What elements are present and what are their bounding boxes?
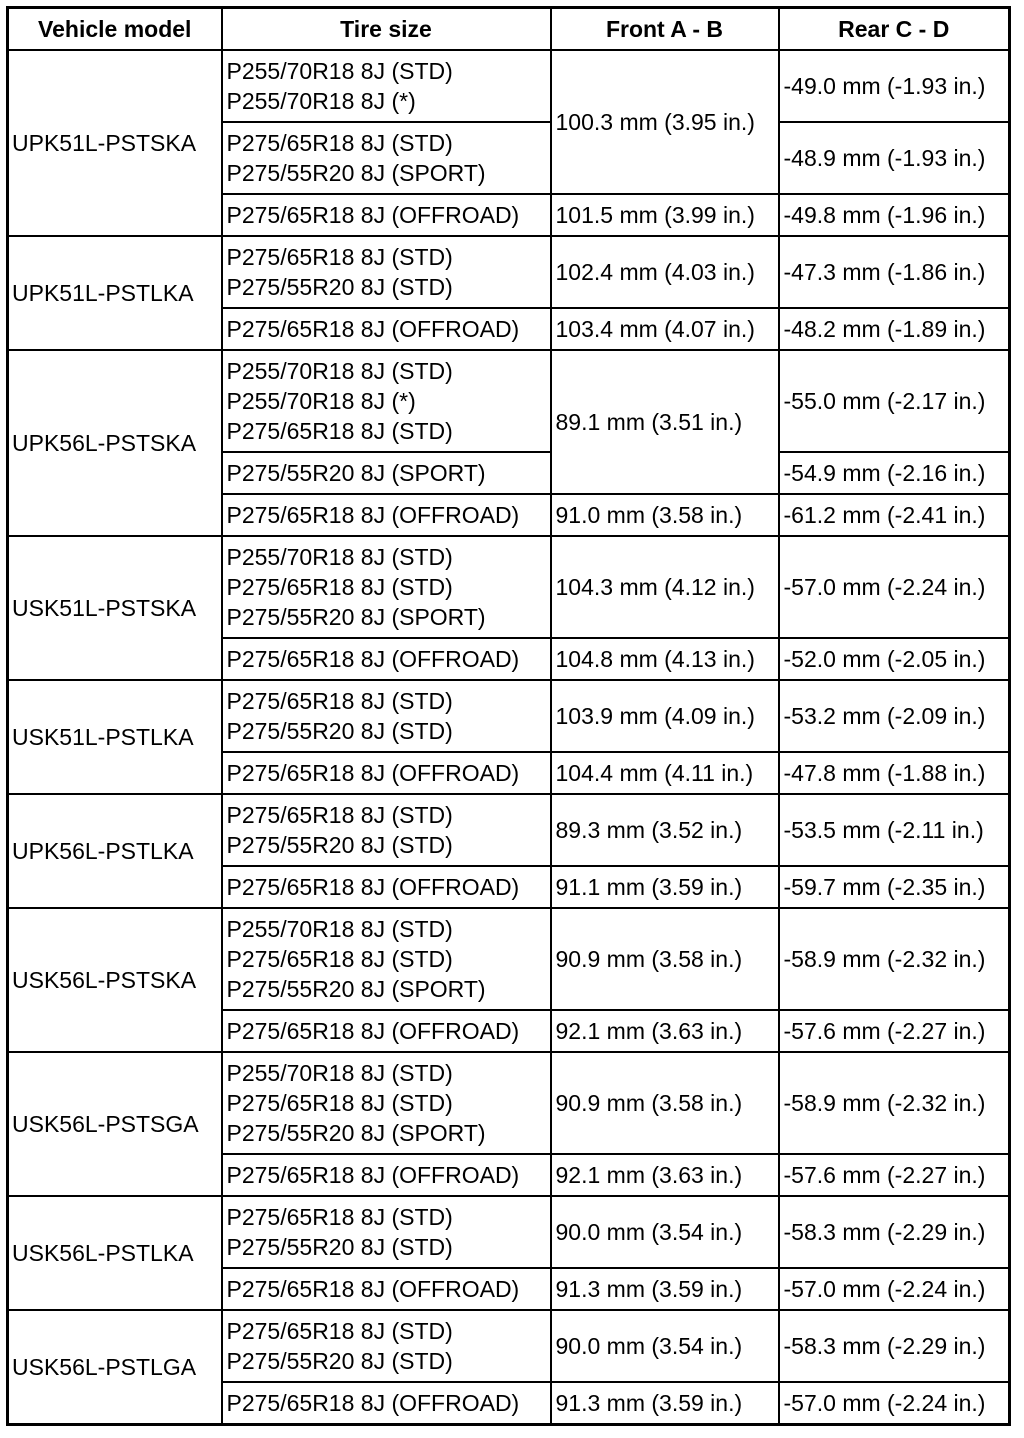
front-a-b-cell: 89.1 mm (3.51 in.)	[551, 350, 779, 494]
tire-size-cell	[222, 794, 551, 866]
front-a-b-cell: 91.3 mm (3.59 in.)	[551, 1268, 779, 1310]
rear-c-d-cell: -48.2 mm (-1.89 in.)	[779, 308, 1010, 350]
tire-size-line: P275/65R18 8J (STD)	[226, 688, 453, 714]
header-vehicle-model: Vehicle model	[8, 8, 222, 51]
header-rear: Rear C - D	[779, 8, 1010, 51]
tire-size-line: P275/65R18 8J (OFFROAD)	[226, 502, 520, 528]
rear-c-d-cell: -58.9 mm (-2.32 in.)	[779, 1052, 1010, 1154]
tire-size-line: P275/65R18 8J (STD)	[226, 244, 453, 270]
tire-size-line: P255/70R18 8J (*)	[226, 88, 416, 114]
tire-size-cell	[222, 1196, 551, 1268]
tire-size-cell	[222, 122, 551, 194]
tire-size-line: P255/70R18 8J (STD)	[226, 916, 453, 942]
tire-size-line: P275/65R18 8J (STD)	[226, 802, 453, 828]
front-a-b-cell: 101.5 mm (3.99 in.)	[551, 194, 779, 236]
tire-size-line: P275/55R20 8J (STD)	[226, 718, 453, 744]
table-row	[8, 680, 1010, 752]
tire-size-cell	[222, 866, 551, 908]
tire-size-cell	[222, 350, 551, 452]
rear-c-d-cell: -53.5 mm (-2.11 in.)	[779, 794, 1010, 866]
tire-size-cell	[222, 1382, 551, 1424]
rear-c-d-cell: -58.3 mm (-2.29 in.)	[779, 1196, 1010, 1268]
tire-size-line: P275/55R20 8J (SPORT)	[226, 604, 486, 630]
tire-size-line: P275/65R18 8J (OFFROAD)	[226, 874, 520, 900]
tire-size-cell	[222, 1010, 551, 1052]
header-row	[8, 8, 1010, 51]
tire-size-line: P275/55R20 8J (SPORT)	[226, 460, 486, 486]
table-row	[8, 236, 1010, 308]
rear-c-d-cell: -57.0 mm (-2.24 in.)	[779, 1382, 1010, 1424]
front-a-b-cell: 90.0 mm (3.54 in.)	[551, 1196, 779, 1268]
front-a-b-cell: 90.0 mm (3.54 in.)	[551, 1310, 779, 1382]
table-body	[8, 50, 1010, 1424]
tire-size-cell	[222, 194, 551, 236]
front-a-b-cell: 89.3 mm (3.52 in.)	[551, 794, 779, 866]
table-row	[8, 908, 1010, 1010]
tire-size-line: P275/65R18 8J (OFFROAD)	[226, 1276, 520, 1302]
front-a-b-cell: 100.3 mm (3.95 in.)	[551, 50, 779, 194]
tire-size-cell	[222, 1154, 551, 1196]
tire-size-cell	[222, 494, 551, 536]
table-row	[8, 794, 1010, 866]
rear-c-d-cell: -48.9 mm (-1.93 in.)	[779, 122, 1010, 194]
tire-size-line: P275/55R20 8J (STD)	[226, 1348, 453, 1374]
rear-c-d-cell: -59.7 mm (-2.35 in.)	[779, 866, 1010, 908]
tire-size-cell	[222, 680, 551, 752]
front-a-b-cell: 102.4 mm (4.03 in.)	[551, 236, 779, 308]
vehicle-model-cell: USK56L-PSTLGA	[8, 1310, 222, 1424]
rear-c-d-cell: -55.0 mm (-2.17 in.)	[779, 350, 1010, 452]
tire-size-line: P255/70R18 8J (STD)	[226, 58, 453, 84]
rear-c-d-cell: -58.3 mm (-2.29 in.)	[779, 1310, 1010, 1382]
table-row	[8, 536, 1010, 638]
front-a-b-cell: 91.1 mm (3.59 in.)	[551, 866, 779, 908]
tire-size-line: P275/65R18 8J (STD)	[226, 418, 453, 444]
front-a-b-cell: 92.1 mm (3.63 in.)	[551, 1010, 779, 1052]
tire-size-cell	[222, 1310, 551, 1382]
vehicle-model-cell: UPK51L-PSTSKA	[8, 50, 222, 236]
tire-size-line: P255/70R18 8J (STD)	[226, 1060, 453, 1086]
front-a-b-cell: 90.9 mm (3.58 in.)	[551, 908, 779, 1010]
vehicle-model-cell: USK56L-PSTLKA	[8, 1196, 222, 1310]
tire-size-line: P275/65R18 8J (OFFROAD)	[226, 1389, 520, 1416]
front-a-b-cell: 91.3 mm (3.59 in.)	[551, 1382, 779, 1424]
tire-size-line: P275/65R18 8J (OFFROAD)	[226, 760, 520, 786]
rear-c-d-cell: -52.0 mm (-2.05 in.)	[779, 638, 1010, 680]
tire-spec-table	[6, 6, 1011, 1426]
vehicle-model-cell: UPK51L-PSTLKA	[8, 236, 222, 350]
tire-size-line: P275/55R20 8J (SPORT)	[226, 976, 486, 1002]
vehicle-model-cell: USK56L-PSTSGA	[8, 1052, 222, 1196]
header-front: Front A - B	[551, 8, 779, 51]
tire-size-line: P275/55R20 8J (STD)	[226, 1234, 453, 1260]
tire-size-line: P275/65R18 8J (OFFROAD)	[226, 316, 520, 342]
front-a-b-cell: 91.0 mm (3.58 in.)	[551, 494, 779, 536]
rear-c-d-cell: -58.9 mm (-2.32 in.)	[779, 908, 1010, 1010]
vehicle-model-cell: USK51L-PSTSKA	[8, 536, 222, 680]
tire-size-cell	[222, 1052, 551, 1154]
vehicle-model-cell: UPK56L-PSTLKA	[8, 794, 222, 908]
front-a-b-cell: 92.1 mm (3.63 in.)	[551, 1154, 779, 1196]
tire-size-cell	[222, 1268, 551, 1310]
rear-c-d-cell: -57.0 mm (-2.24 in.)	[779, 1268, 1010, 1310]
tire-size-cell	[222, 452, 551, 494]
front-a-b-cell: 104.3 mm (4.12 in.)	[551, 536, 779, 638]
front-a-b-cell: 103.9 mm (4.09 in.)	[551, 680, 779, 752]
header-tire-size: Tire size	[222, 8, 551, 51]
tire-size-line: P275/65R18 8J (STD)	[226, 1318, 453, 1344]
tire-size-line: P275/55R20 8J (SPORT)	[226, 1120, 486, 1146]
table-row	[8, 1310, 1010, 1382]
table-row	[8, 1196, 1010, 1268]
rear-c-d-cell: -49.8 mm (-1.96 in.)	[779, 194, 1010, 236]
tire-size-cell	[222, 908, 551, 1010]
tire-size-cell	[222, 50, 551, 122]
tire-size-line: P275/65R18 8J (STD)	[226, 574, 453, 600]
table-row	[8, 1052, 1010, 1154]
tire-size-line: P255/70R18 8J (*)	[226, 388, 416, 414]
rear-c-d-cell: -47.8 mm (-1.88 in.)	[779, 752, 1010, 794]
vehicle-model-cell: UPK56L-PSTSKA	[8, 350, 222, 536]
rear-c-d-cell: -57.6 mm (-2.27 in.)	[779, 1010, 1010, 1052]
tire-size-line: P275/65R18 8J (OFFROAD)	[226, 1018, 520, 1044]
tire-size-line: P275/55R20 8J (STD)	[226, 832, 453, 858]
tire-size-line: P255/70R18 8J (STD)	[226, 358, 453, 384]
tire-size-cell	[222, 236, 551, 308]
front-a-b-cell: 90.9 mm (3.58 in.)	[551, 1052, 779, 1154]
rear-c-d-cell: -53.2 mm (-2.09 in.)	[779, 680, 1010, 752]
rear-c-d-cell: -54.9 mm (-2.16 in.)	[779, 452, 1010, 494]
tire-size-line: P275/55R20 8J (SPORT)	[226, 160, 486, 186]
tire-size-line: P275/65R18 8J (STD)	[226, 1204, 453, 1230]
tire-size-line: P275/65R18 8J (OFFROAD)	[226, 202, 520, 228]
vehicle-model-cell: USK56L-PSTSKA	[8, 908, 222, 1052]
tire-size-cell	[222, 536, 551, 638]
front-a-b-cell: 104.4 mm (4.11 in.)	[551, 752, 779, 794]
table-row	[8, 50, 1010, 122]
tire-size-line: P275/65R18 8J (OFFROAD)	[226, 646, 520, 672]
tire-size-line: P275/65R18 8J (STD)	[226, 130, 453, 156]
tire-size-line: P275/65R18 8J (STD)	[226, 1090, 453, 1116]
tire-size-line: P275/65R18 8J (STD)	[226, 946, 453, 972]
vehicle-model-cell: USK51L-PSTLKA	[8, 680, 222, 794]
tire-size-line: P275/65R18 8J (OFFROAD)	[226, 1162, 520, 1188]
tire-size-cell	[222, 308, 551, 350]
tire-size-line: P275/55R20 8J (STD)	[226, 274, 453, 300]
rear-c-d-cell: -57.6 mm (-2.27 in.)	[779, 1154, 1010, 1196]
front-a-b-cell: 104.8 mm (4.13 in.)	[551, 638, 779, 680]
table-row	[8, 350, 1010, 452]
rear-c-d-cell: -57.0 mm (-2.24 in.)	[779, 536, 1010, 638]
rear-c-d-cell: -47.3 mm (-1.86 in.)	[779, 236, 1010, 308]
front-a-b-cell: 103.4 mm (4.07 in.)	[551, 308, 779, 350]
tire-size-line: P255/70R18 8J (STD)	[226, 544, 453, 570]
rear-c-d-cell: -61.2 mm (-2.41 in.)	[779, 494, 1010, 536]
rear-c-d-cell: -49.0 mm (-1.93 in.)	[779, 50, 1010, 122]
tire-size-cell	[222, 638, 551, 680]
tire-size-cell	[222, 752, 551, 794]
